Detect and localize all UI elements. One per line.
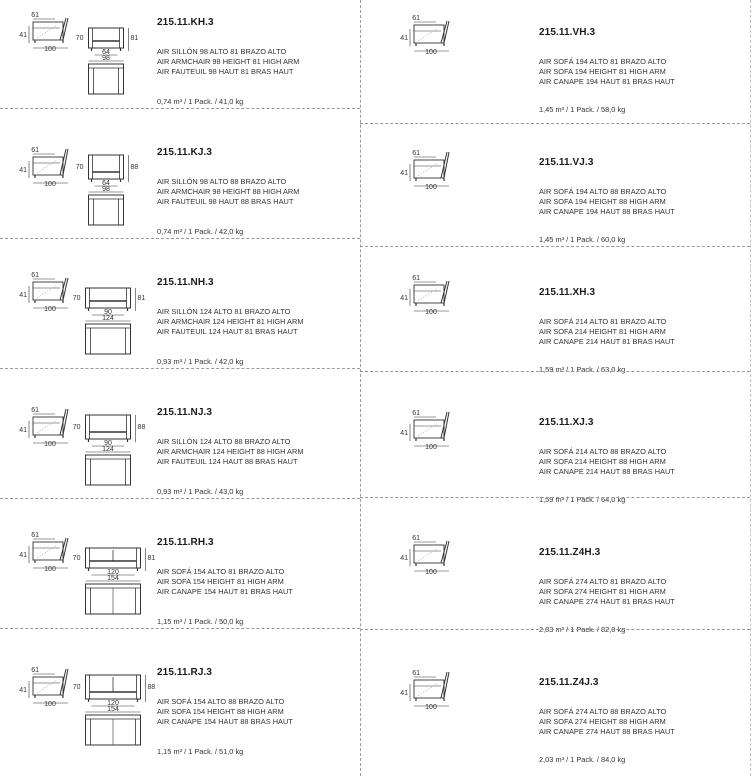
side-view	[400, 535, 449, 576]
side-dashed-line	[37, 545, 57, 558]
description-line: AIR FAUTEUIL 98 HAUT 81 BRAS HAUT	[157, 67, 294, 77]
description-line: AIR FAUTEUIL 98 HAUT 88 BRAS HAUT	[157, 197, 294, 207]
side-view	[19, 532, 68, 573]
column-divider	[360, 0, 361, 776]
dimension-depth: 61	[412, 535, 420, 542]
front-body	[89, 28, 124, 48]
row-divider	[0, 628, 360, 629]
packaging-info: 1,59 m³ / 1 Pack. / 63,0 kg	[539, 365, 626, 374]
dimension-height: 81	[130, 35, 139, 42]
dimension-depth: 61	[412, 275, 420, 282]
product-drawings	[0, 260, 377, 390]
dimension-seat-height: 41	[400, 690, 408, 697]
product-cell	[0, 130, 377, 260]
packaging-info: 0,93 m³ / 1 Pack. / 42,0 kg	[157, 357, 244, 366]
side-dashed-line	[418, 163, 438, 176]
dimension-height: 88	[130, 164, 139, 171]
description-line: AIR SOFA 154 HEIGHT 81 HIGH ARM	[157, 577, 284, 587]
side-view	[400, 410, 449, 451]
dimension-depth: 61	[31, 407, 39, 414]
dimension-seat-width: 90	[104, 309, 112, 316]
dimension-width: 154	[107, 575, 119, 582]
description-line: AIR SOFA 214 HEIGHT 88 HIGH ARM	[539, 457, 666, 467]
dimension-total-depth: 100	[425, 309, 437, 316]
side-view	[400, 275, 449, 316]
product-cell	[0, 260, 377, 390]
dimension-total-depth: 100	[44, 441, 56, 448]
dimension-seat-height: 41	[400, 295, 408, 302]
product-code: 215.11.Z4J.3	[539, 677, 599, 688]
description-line: AIR SOFÁ 214 ALTO 81 BRAZO ALTO	[539, 317, 667, 326]
product-code: 215.11.XH.3	[539, 287, 596, 298]
dimension-total-depth: 100	[44, 181, 56, 188]
dimension-seat-height: 41	[19, 427, 27, 434]
page-edge-divider	[750, 0, 751, 776]
dimension-depth: 61	[31, 12, 39, 19]
dimension-total-depth: 100	[44, 566, 56, 573]
product-code: 215.11.XJ.3	[539, 417, 594, 428]
product-drawings	[0, 520, 377, 650]
description-line: AIR CANAPE 214 HAUT 88 BRAS HAUT	[539, 467, 675, 477]
dimension-width: 98	[102, 186, 110, 193]
description-line: AIR SOFA 214 HEIGHT 81 HIGH ARM	[539, 327, 666, 337]
plan-view	[86, 324, 131, 354]
dimension-seat-height: 41	[19, 687, 27, 694]
product-cell	[0, 650, 377, 780]
side-dashed-line	[37, 160, 57, 173]
front-body	[89, 155, 124, 179]
description-line: AIR ARMCHAIR 98 HEIGHT 81 HIGH ARM	[157, 57, 300, 67]
dimension-seat-height: 41	[400, 555, 408, 562]
description-line: AIR CANAPE 274 HAUT 88 BRAS HAUT	[539, 727, 675, 737]
plan-body	[86, 324, 131, 354]
dimension-seat-depth: 70	[75, 164, 84, 171]
description-line: AIR ARMCHAIR 124 HEIGHT 81 HIGH ARM	[157, 317, 304, 327]
row-divider	[360, 371, 750, 372]
dimension-seat-height: 41	[400, 430, 408, 437]
front-body	[86, 288, 131, 308]
plan-view	[86, 584, 141, 614]
description-line: AIR SOFÁ 194 ALTO 88 BRAZO ALTO	[539, 187, 667, 196]
dimension-seat-width: 90	[104, 440, 112, 447]
dimension-depth: 61	[31, 272, 39, 279]
product-code: 215.11.RH.3	[157, 537, 214, 548]
description-line: AIR SILLÓN 124 ALTO 81 BRAZO ALTO	[157, 307, 291, 316]
dimension-width: 98	[102, 55, 110, 62]
dimension-seat-height: 41	[400, 35, 408, 42]
description-line: AIR SILLÓN 124 ALTO 88 BRAZO ALTO	[157, 437, 291, 446]
dimension-depth: 61	[412, 670, 420, 677]
dimension-seat-width: 64	[102, 180, 110, 187]
dimension-seat-depth: 70	[72, 684, 81, 691]
front-view	[76, 155, 139, 193]
product-cell	[0, 520, 377, 650]
dimension-seat-height: 41	[19, 292, 27, 299]
dimension-seat-height: 41	[19, 167, 27, 174]
description-line: AIR SILLÓN 98 ALTO 81 BRAZO ALTO	[157, 47, 287, 56]
dimension-seat-height: 41	[19, 32, 27, 39]
dimension-seat-width: 120	[107, 569, 119, 576]
row-divider	[0, 368, 360, 369]
product-code: 215.11.VJ.3	[539, 157, 594, 168]
row-divider	[0, 238, 360, 239]
dimension-width: 154	[107, 706, 119, 713]
dimension-total-depth: 100	[425, 184, 437, 191]
dimension-depth: 61	[412, 410, 420, 417]
dimension-total-depth: 100	[44, 701, 56, 708]
description-line: AIR SOFÁ 154 ALTO 88 BRAZO ALTO	[157, 697, 285, 706]
dimension-height: 81	[147, 555, 156, 562]
packaging-info: 1,45 m³ / 1 Pack. / 60,0 kg	[539, 235, 626, 244]
side-dashed-line	[418, 548, 438, 561]
product-code: 215.11.NJ.3	[157, 407, 213, 418]
dimension-seat-width: 64	[102, 49, 110, 56]
dimension-width: 124	[102, 446, 114, 453]
description-line: AIR FAUTEUIL 124 HAUT 88 BRAS HAUT	[157, 457, 298, 467]
plan-body	[86, 455, 131, 485]
side-view	[400, 670, 449, 711]
dimension-total-depth: 100	[44, 46, 56, 53]
product-code: 215.11.VH.3	[539, 27, 596, 38]
front-body	[86, 415, 131, 439]
dimension-total-depth: 100	[425, 569, 437, 576]
dimension-seat-depth: 70	[72, 295, 81, 302]
dimension-seat-depth: 70	[75, 35, 84, 42]
side-dashed-line	[418, 423, 438, 436]
side-dashed-line	[418, 28, 438, 41]
dimension-seat-width: 120	[107, 700, 119, 707]
description-line: AIR CANAPE 194 HAUT 88 BRAS HAUT	[539, 207, 675, 217]
description-line: AIR SOFA 154 HEIGHT 88 HIGH ARM	[157, 707, 284, 717]
front-view	[73, 288, 146, 322]
product-code: 215.11.KH.3	[157, 17, 214, 28]
dimension-depth: 61	[31, 667, 39, 674]
description-line: AIR SOFA 274 HEIGHT 81 HIGH ARM	[539, 587, 666, 597]
front-view	[73, 675, 156, 713]
product-drawings	[377, 520, 754, 650]
packaging-info: 1,45 m³ / 1 Pack. / 58,0 kg	[539, 105, 626, 114]
front-view	[73, 548, 156, 582]
description-line: AIR CANAPE 154 HAUT 81 BRAS HAUT	[157, 587, 293, 597]
dimension-height: 88	[147, 684, 156, 691]
side-view	[19, 667, 68, 708]
side-view	[19, 147, 68, 188]
description-line: AIR SOFÁ 274 ALTO 81 BRAZO ALTO	[539, 577, 667, 586]
plan-view	[89, 64, 124, 94]
description-line: AIR SOFA 274 HEIGHT 88 HIGH ARM	[539, 717, 666, 727]
dimension-height: 88	[137, 424, 146, 431]
description-line: AIR SOFA 194 HEIGHT 81 HIGH ARM	[539, 67, 666, 77]
front-view	[76, 28, 139, 62]
row-divider	[360, 246, 750, 247]
dimension-seat-height: 41	[19, 552, 27, 559]
row-divider	[360, 123, 750, 124]
product-drawings	[377, 650, 754, 780]
product-drawings	[377, 0, 754, 130]
description-line: AIR SILLÓN 98 ALTO 88 BRAZO ALTO	[157, 177, 287, 186]
description-line: AIR SOFA 194 HEIGHT 88 HIGH ARM	[539, 197, 666, 207]
product-cell	[377, 0, 754, 130]
product-code: 215.11.Z4H.3	[539, 547, 601, 558]
side-dashed-line	[37, 285, 57, 298]
row-divider	[0, 498, 360, 499]
description-line: AIR CANAPE 214 HAUT 81 BRAS HAUT	[539, 337, 675, 347]
row-divider	[0, 108, 360, 109]
description-line: AIR SOFÁ 194 ALTO 81 BRAZO ALTO	[539, 57, 667, 66]
dimension-width: 124	[102, 315, 114, 322]
side-view	[19, 12, 68, 53]
side-view	[19, 272, 68, 313]
dimension-height: 81	[137, 295, 146, 302]
side-view	[400, 150, 449, 191]
description-line: AIR SOFÁ 274 ALTO 88 BRAZO ALTO	[539, 707, 667, 716]
dimension-total-depth: 100	[44, 306, 56, 313]
dimension-total-depth: 100	[425, 49, 437, 56]
product-drawings	[377, 390, 754, 520]
side-dashed-line	[37, 420, 57, 433]
product-drawings	[377, 130, 754, 260]
packaging-info: 0,93 m³ / 1 Pack. / 43,0 kg	[157, 487, 244, 496]
dimension-seat-height: 41	[400, 170, 408, 177]
description-line: AIR ARMCHAIR 124 HEIGHT 88 HIGH ARM	[157, 447, 304, 457]
side-dashed-line	[37, 680, 57, 693]
plan-view	[86, 455, 131, 485]
description-line: AIR CANAPE 154 HAUT 88 BRAS HAUT	[157, 717, 293, 727]
product-drawings	[0, 650, 377, 780]
packaging-info: 2,03 m³ / 1 Pack. / 82,0 kg	[539, 625, 626, 634]
description-line: AIR CANAPE 274 HAUT 81 BRAS HAUT	[539, 597, 675, 607]
product-drawings	[0, 0, 377, 130]
packaging-info: 0,74 m³ / 1 Pack. / 41,0 kg	[157, 97, 244, 106]
product-cell	[377, 130, 754, 260]
product-drawings	[0, 390, 377, 520]
side-dashed-line	[418, 683, 438, 696]
dimension-total-depth: 100	[425, 444, 437, 451]
product-cell	[377, 390, 754, 520]
dimension-seat-depth: 70	[72, 424, 81, 431]
product-code: 215.11.NH.3	[157, 277, 214, 288]
plan-view	[86, 715, 141, 745]
product-cell	[377, 650, 754, 780]
dimension-depth: 61	[412, 150, 420, 157]
description-line: AIR FAUTEUIL 124 HAUT 81 BRAS HAUT	[157, 327, 298, 337]
side-view	[400, 15, 449, 56]
row-divider	[360, 497, 750, 498]
packaging-info: 2,03 m³ / 1 Pack. / 84,0 kg	[539, 755, 626, 764]
description-line: AIR CANAPE 194 HAUT 81 BRAS HAUT	[539, 77, 675, 87]
product-drawings	[0, 130, 377, 260]
description-line: AIR SOFÁ 154 ALTO 81 BRAZO ALTO	[157, 567, 285, 576]
product-code: 215.11.RJ.3	[157, 667, 213, 678]
row-divider	[360, 629, 750, 630]
packaging-info: 0,74 m³ / 1 Pack. / 42,0 kg	[157, 227, 244, 236]
dimension-total-depth: 100	[425, 704, 437, 711]
product-cell	[377, 520, 754, 650]
plan-view	[89, 195, 124, 225]
side-view	[19, 407, 68, 448]
packaging-info: 1,15 m³ / 1 Pack. / 51,0 kg	[157, 747, 244, 756]
dimension-depth: 61	[412, 15, 420, 22]
packaging-info: 1,15 m³ / 1 Pack. / 50,0 kg	[157, 617, 244, 626]
side-dashed-line	[418, 288, 438, 301]
description-line: AIR SOFÁ 214 ALTO 88 BRAZO ALTO	[539, 447, 667, 456]
front-view	[73, 415, 146, 453]
product-cell	[0, 0, 377, 130]
product-cell	[0, 390, 377, 520]
dimension-depth: 61	[31, 147, 39, 154]
packaging-info: 1,59 m³ / 1 Pack. / 64,0 kg	[539, 495, 626, 504]
dimension-depth: 61	[31, 532, 39, 539]
description-line: AIR ARMCHAIR 98 HEIGHT 88 HIGH ARM	[157, 187, 300, 197]
product-code: 215.11.KJ.3	[157, 147, 213, 158]
side-dashed-line	[37, 25, 57, 38]
dimension-seat-depth: 70	[72, 555, 81, 562]
